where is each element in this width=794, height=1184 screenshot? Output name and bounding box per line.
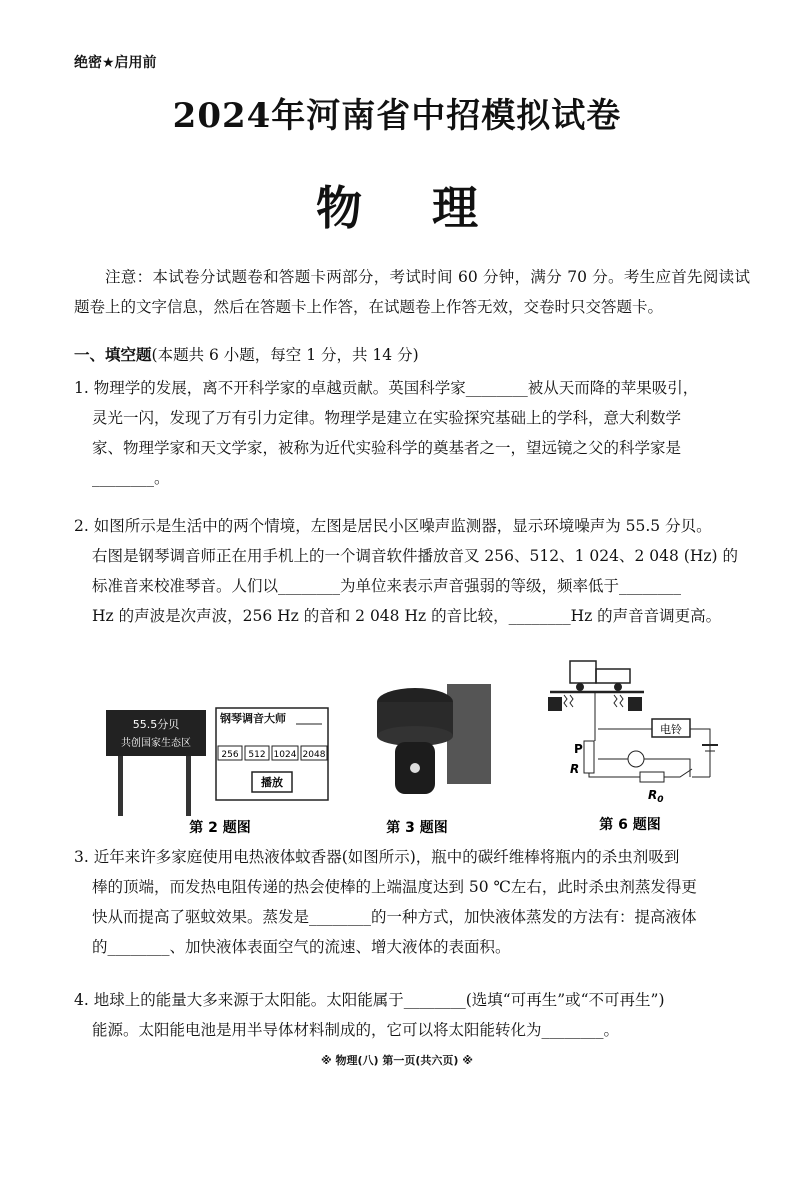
question-line: Hz 的声波是次声波，256 Hz 的音和 2 048 Hz 的音比较，________Hz 的声音音调更高。: [92, 607, 722, 625]
question-line: 灵光一闪，发现了万有引力定律。物理学是建立在实验探究基础上的学科，意大利数学: [92, 409, 682, 427]
support-left: [548, 697, 562, 711]
resistor-r0: [640, 772, 664, 782]
figure-6: [540, 655, 720, 840]
question-line: 3. 近年来许多家庭使用电热液体蚊香器(如图所示)，瓶中的碳纤维棒将瓶内的杀虫剂吸到: [74, 848, 680, 866]
figure-2-caption: 第 2 题图: [189, 820, 251, 836]
exam-notice: 注意：本试卷分试题卷和答题卡两部分，考试时间 60 分钟，满分 70 分。考生应首先阅读试题卷上的文字信息，然后在答题卡上作答，在试题卷上作答无效，交卷时只交答题卡。: [74, 268, 750, 316]
spring-right: [614, 695, 623, 707]
support-right: [628, 697, 642, 711]
section-heading: [74, 343, 419, 365]
question-line: 右图是钢琴调音师正在用手机上的一个调音软件播放音叉 256、512、1 024、2 048 (Hz) 的: [92, 547, 738, 565]
question-line: 家、物理学家和天文学家，被称为近代实验科学的奠基者之一，望远镜之父的科学家是: [92, 439, 682, 457]
label-r: R: [570, 762, 580, 776]
wall-outlet: [447, 684, 491, 784]
freq-label: 1024: [273, 750, 297, 760]
question-line: 能源。太阳能电池是用半导体材料制成的，它可以将太阳能转化为________。: [92, 1021, 620, 1039]
question-line: 标准音来校准琴音。人们以________为单位来表示声音强弱的等级，频率低于________: [92, 577, 682, 595]
subject-title: [0, 172, 794, 238]
question-1: [74, 373, 750, 493]
label-r0-sub: 0: [657, 795, 664, 805]
sign-slogan-text: 共创国家生态区: [121, 738, 191, 749]
truck-wheel: [614, 683, 622, 691]
rheostat: [584, 741, 594, 773]
label-p: P: [574, 742, 583, 756]
question-line: 的________、加快液体表面空气的流速、增大液体的表面积。: [92, 938, 511, 956]
circuit-wire: [644, 759, 690, 777]
freq-label: 256: [221, 750, 239, 760]
figure-6-caption: 第 6 题图: [599, 817, 661, 833]
circuit-wire: [589, 773, 640, 777]
figure-3-caption: 第 3 题图: [386, 820, 448, 836]
question-2: [74, 511, 750, 631]
sign-post-left: [118, 756, 123, 816]
section-note: (本题共 6 小题，每空 1 分，共 14 分): [151, 346, 419, 364]
question-line: 1. 物理学的发展，离不开科学家的卓越贡献。英国科学家________被从天而降的苹果吸引，: [74, 379, 699, 397]
question-line: 棒的顶端，而发热电阻传递的热会使棒的上端温度达到 50 ℃左右，此时杀虫剂蒸发得更: [92, 878, 697, 896]
circuit-wire: [690, 729, 710, 777]
question-3: [74, 842, 750, 962]
question-line: 快从而提高了驱蚊效果。蒸发是________的一种方式，加快液体蒸发的方法有：提高液体: [92, 908, 697, 926]
tuning-app-title: 钢琴调音大师: [220, 712, 286, 725]
lamp: [628, 751, 644, 767]
play-button-label: 播放: [261, 776, 283, 789]
noise-value-text: 55.5分贝: [132, 718, 180, 731]
label-r0-main: R: [648, 788, 658, 802]
freq-label: 512: [248, 750, 266, 760]
spring-left: [564, 695, 573, 707]
exam-title: 2024年河南省中招模拟试卷: [172, 96, 622, 136]
subject-char-1: 物: [316, 181, 362, 235]
noise-monitor-sign: [106, 710, 206, 756]
question-line: 4. 地球上的能量大多来源于太阳能。太阳能属于________(选填“可再生”或“不可再生”): [74, 991, 665, 1009]
freq-label: 2048: [302, 750, 326, 760]
subject-char-2: 理: [432, 181, 478, 235]
section-title: 一、填空题: [74, 346, 152, 364]
bottle-label: [410, 763, 420, 773]
sign-post-right: [186, 756, 191, 816]
truck-wheel: [576, 683, 584, 691]
question-4: [74, 985, 750, 1045]
bell-label: 电铃: [660, 723, 682, 736]
confidential-label: 绝密★启用前: [74, 55, 157, 71]
page-footer: ※ 物理(八) 第一页(共六页) ※: [321, 1054, 473, 1067]
label-r0: [648, 788, 664, 805]
figure-2: [100, 700, 340, 840]
truck-cargo: [596, 669, 630, 683]
switch: [664, 769, 692, 777]
question-line: ________。: [92, 469, 170, 487]
truck-cab: [570, 661, 596, 683]
figure-3: [365, 680, 515, 840]
question-line: 2. 如图所示是生活中的两个情境，左图是居民小区噪声监测器，显示环境噪声为 55.5 分贝。: [74, 517, 712, 535]
